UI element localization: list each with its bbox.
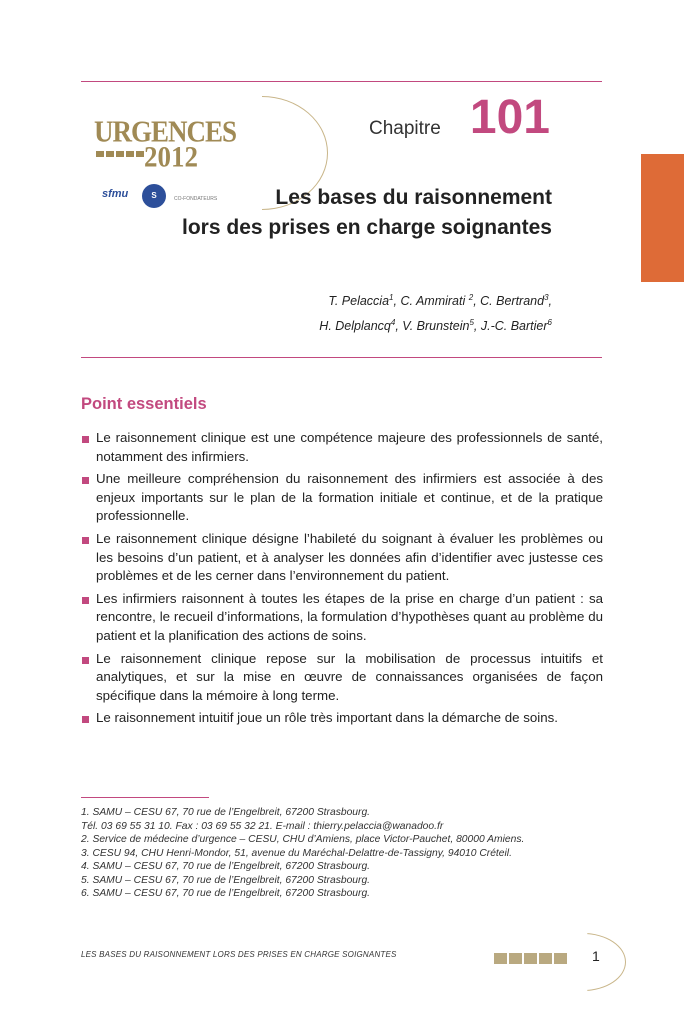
section-heading: Point essentiels xyxy=(81,395,207,413)
author-name: J.-C. Bartier xyxy=(480,319,548,334)
list-item xyxy=(81,590,603,646)
footnote: 5. SAMU – CESU 67, 70 rue de l’Engelbreit, 67200 Strasbourg. xyxy=(81,874,371,886)
sfmu-logo: sfmu xyxy=(102,188,129,200)
list-item-text: Le raisonnement clinique repose sur la mobilisation de processus intuitifs et analytiques, et sur la mise en œuvre de connaissances organisées de façon spécifique dans la mémoire à long terme. xyxy=(96,650,603,703)
bullet-square-icon xyxy=(82,477,89,484)
logo-squares xyxy=(96,151,144,157)
list-item xyxy=(81,650,603,706)
footnote: Tél. 03 69 55 31 10. Fax : 03 69 55 32 21. E-mail : thierry.pelaccia@wanadoo.fr xyxy=(81,820,444,832)
author-ref: 5 xyxy=(469,318,474,328)
author-name: T. Pelaccia xyxy=(328,294,390,309)
page-number: 1 xyxy=(592,948,600,964)
chapter-header xyxy=(369,91,550,146)
author-name: V. Brunstein xyxy=(402,319,470,334)
chapter-label: Chapitre xyxy=(369,118,441,139)
list-item-text: Le raisonnement intuitif joue un rôle très important dans la démarche de soins. xyxy=(96,710,558,726)
header-bottom-rule xyxy=(81,357,602,358)
list-item-text: Le raisonnement clinique désigne l’habileté du soignant à évaluer les problèmes ou les besoins d’un patient, et à analyser les données afin d’identifier avec justesse ces problèmes et de les cerner dans l’environnement du patient. xyxy=(96,530,603,584)
bullet-square-icon xyxy=(82,657,89,664)
bullet-square-icon xyxy=(82,436,89,443)
author-name: C. Bertrand xyxy=(480,294,545,309)
chapter-side-tab xyxy=(641,154,684,282)
footnotes xyxy=(81,806,611,901)
author-ref: 1 xyxy=(389,293,394,302)
bullet-square-icon xyxy=(82,597,89,604)
footnote: 1. SAMU – CESU 67, 70 rue de l’Engelbreit, 67200 Strasbourg. xyxy=(81,807,371,818)
author-ref: 2 xyxy=(468,293,474,302)
list-item-text: Une meilleure compréhension du raisonnement des infirmiers est associée à des enjeux importants sur le plan de la formation initiale et continue, et de la pratique professionnelle. xyxy=(96,471,603,524)
list-item xyxy=(81,470,603,526)
footnote-rule xyxy=(81,797,209,798)
list-item xyxy=(81,530,603,586)
footnote: 6. SAMU – CESU 67, 70 rue de l’Engelbreit, 67200 Strasbourg. xyxy=(81,888,371,899)
author-ref: 4 xyxy=(390,318,396,328)
footnote: 2. Service de médecine d’urgence – CESU, CHU d’Amiens, place Victor-Pauchet, 80000 Amiens. xyxy=(81,834,525,845)
chapter-number: 101 xyxy=(469,91,550,144)
authors-line-2: H. Delplancq$^4$, V. Brunstein$^5$, J.-C. Bartier$^6$ xyxy=(319,318,552,334)
footnote: 3. CESU 94, CHU Henri-Mondor, 51, avenue du Maréchal-Delattre-de-Tassigny, 94010 Créteil. xyxy=(81,847,512,859)
bullet-square-icon xyxy=(82,537,89,544)
title-line-1: Les bases du raisonnement xyxy=(275,186,552,209)
author-name: H. Delplancq xyxy=(319,319,391,334)
key-points-list xyxy=(81,429,603,732)
logo-tagline: CO-FONDATEURS xyxy=(174,196,218,202)
author-ref: 3 xyxy=(544,293,549,302)
logo-year: 2012 xyxy=(144,140,198,173)
authors-line-1: T. Pelaccia$^1$, C. Ammirati $^2$, C. Bertrand$^3$, xyxy=(328,293,552,309)
list-item xyxy=(81,429,603,466)
author-list xyxy=(200,287,552,337)
list-item-text: Le raisonnement clinique est une compétence majeure des professionnels de santé, notamment des infirmiers. xyxy=(96,430,603,464)
footnote: 4. SAMU – CESU 67, 70 rue de l’Engelbreit, 67200 Strasbourg. xyxy=(81,861,371,872)
top-rule xyxy=(81,81,602,82)
bullet-square-icon xyxy=(82,716,89,723)
chapter-title xyxy=(100,183,552,243)
author-ref: 6 xyxy=(547,318,552,328)
list-item xyxy=(81,709,603,728)
samu-logo: S xyxy=(142,184,166,208)
list-item-text: Les infirmiers raisonnent à toutes les étapes de la prise en charge d’un patient : sa rencontre, le recueil d’informations, la formulation d’hypothèses quant au problème du patient et la planification des actions de soins. xyxy=(96,590,603,643)
logo-name: URGENCES xyxy=(94,114,237,149)
page-marker-squares xyxy=(494,953,567,964)
running-title: LES BASES DU RAISONNEMENT LORS DES PRISES EN CHARGE SOIGNANTES xyxy=(81,950,397,959)
title-line-2: lors des prises en charge soignantes xyxy=(182,216,552,239)
author-name: C. Ammirati xyxy=(400,294,469,309)
